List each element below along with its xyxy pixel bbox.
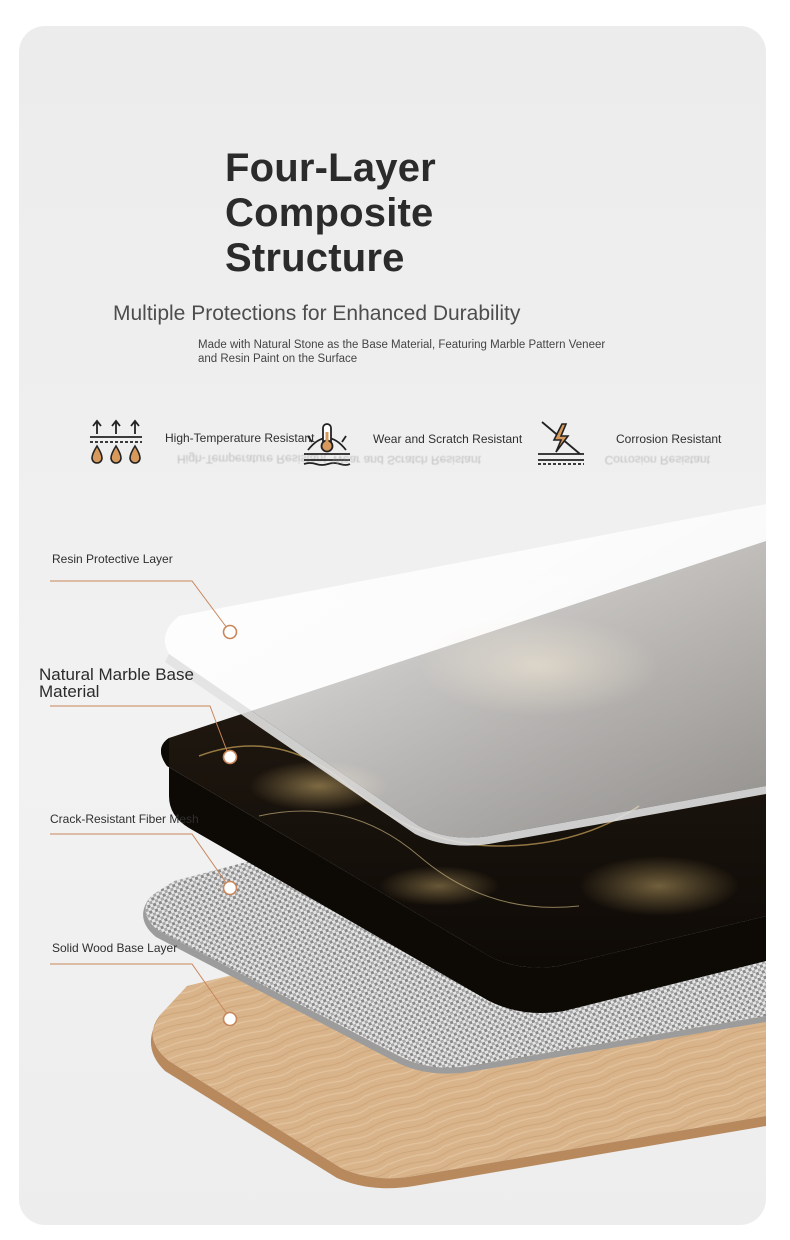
feature-label: Corrosion Resistant <box>616 432 722 446</box>
heat-drops-icon <box>89 418 143 466</box>
feature-label-reflection: High-Temperature Resistant <box>177 452 327 466</box>
subtitle: Multiple Protections for Enhanced Durability <box>113 302 521 325</box>
title-line-1: Four-Layer <box>225 146 436 190</box>
feature-label: Wear and Scratch Resistant <box>373 432 523 446</box>
layer-label-resin: Resin Protective Layer <box>52 552 173 566</box>
feature-label: High-Temperature Resistant <box>165 431 315 445</box>
feature-label-reflection: Wear and Scratch Resistant <box>331 453 481 467</box>
page-title <box>225 146 555 281</box>
title-line-3: Structure <box>225 236 405 280</box>
description: Made with Natural Stone as the Base Material, Featuring Marble Pattern Veneer and Resin Paint on the Surface <box>198 339 606 365</box>
product-card <box>19 26 766 1225</box>
layer-label-fiber-mesh: Crack-Resistant Fiber Mesh <box>50 812 199 826</box>
lightning-shield-icon <box>536 418 586 468</box>
title-line-2: Composite <box>225 191 434 235</box>
feature-label-reflection: Corrosion Resistant <box>604 453 710 467</box>
layer-label-wood: Solid Wood Base Layer <box>52 941 178 955</box>
layer-label-marble: Natural Marble Base Material <box>39 665 194 701</box>
